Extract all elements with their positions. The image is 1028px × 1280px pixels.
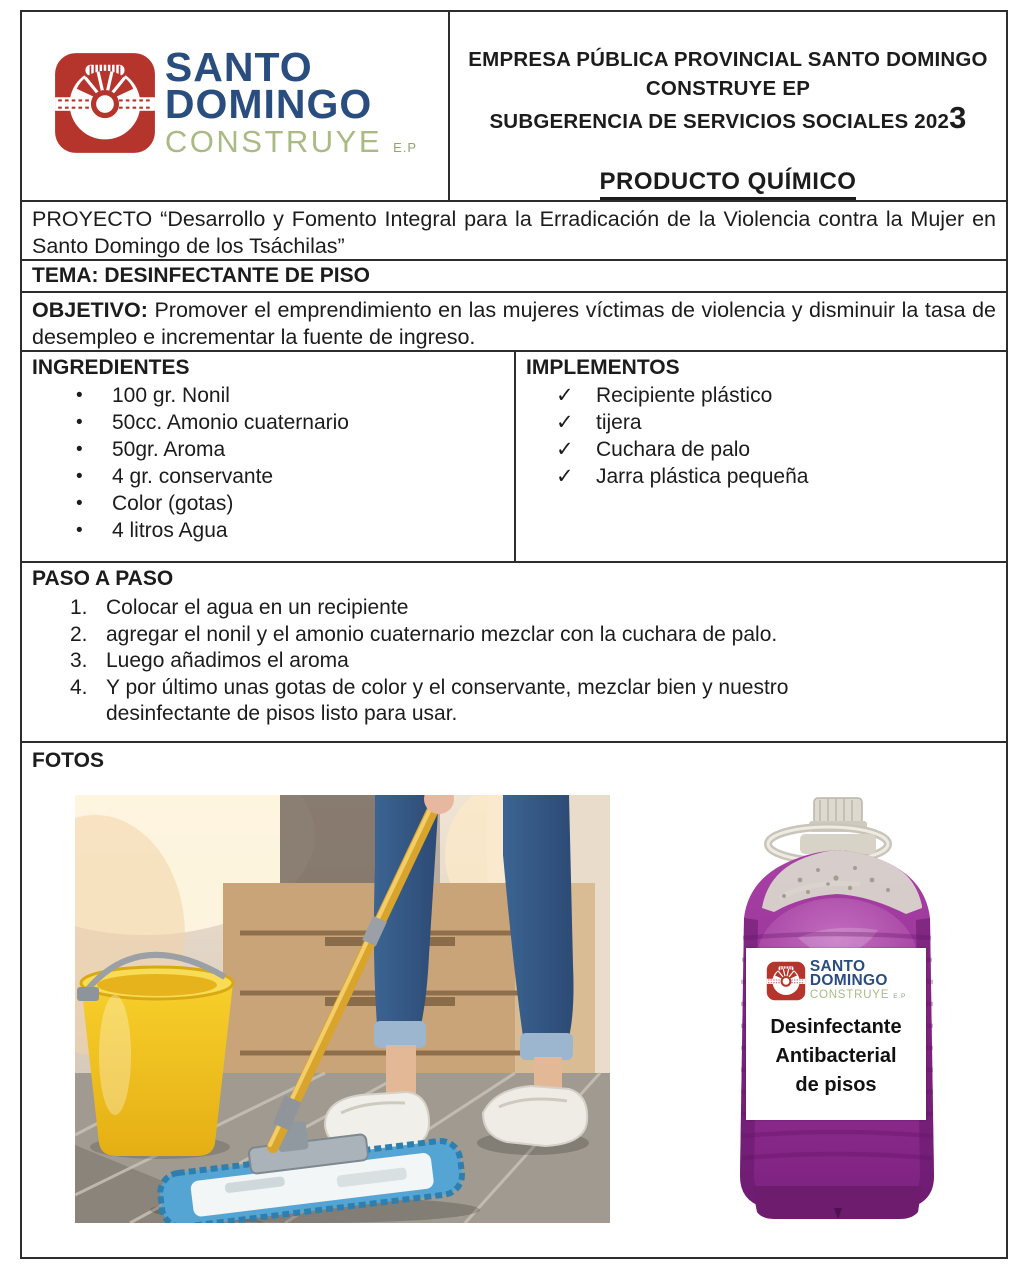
proyecto-row xyxy=(22,200,1006,259)
checkmark-icon: ✓ xyxy=(556,384,574,407)
objetivo-label: OBJETIVO: xyxy=(32,298,148,322)
proyecto-text: “Desarrollo y Fomento Integral para la Erradicación de la Violencia contra la Mujer en Santo Domingo de los Tsáchilas” xyxy=(32,207,996,258)
checkmark-icon: ✓ xyxy=(556,438,574,461)
document-title: PRODUCTO QUÍMICO xyxy=(600,168,857,200)
paso-a-paso-title: PASO A PASO xyxy=(32,567,174,590)
bullet-icon: • xyxy=(76,520,83,541)
disinfectant-bottle-photo xyxy=(710,788,962,1222)
logo-word-santo: SANTO xyxy=(164,44,313,91)
year-big-digit: 3 xyxy=(949,100,967,135)
steps-list xyxy=(32,595,996,728)
tema-row xyxy=(22,259,1006,291)
fotos-row xyxy=(22,741,1006,1243)
checkmark-icon: ✓ xyxy=(556,411,574,434)
logo-suffix-ep: E.P xyxy=(393,139,418,155)
ingredientes-cell xyxy=(22,352,516,561)
list-item: ✓ Jarra plástica pequeña xyxy=(526,463,1006,490)
objetivo-row xyxy=(22,291,1006,350)
bottle-label xyxy=(746,948,926,1120)
step-item: 1. Colocar el agua en un recipiente xyxy=(32,595,996,622)
ingredientes-title: INGREDIENTES xyxy=(32,356,190,379)
santo-domingo-logo xyxy=(53,44,418,159)
bullet-icon: • xyxy=(76,493,83,514)
step-item: 3. Luego añadimos el aroma xyxy=(32,648,996,675)
lists-row xyxy=(22,350,1006,561)
tema-label: TEMA: xyxy=(32,264,99,287)
bottle-label-logo xyxy=(746,960,926,1001)
list-item: ✓ tijera xyxy=(526,409,1006,436)
header-row xyxy=(22,12,1006,200)
implementos-list xyxy=(526,382,1006,490)
bullet-icon: • xyxy=(76,466,83,487)
logo-wordmark xyxy=(164,44,418,159)
step-number: 2. xyxy=(70,622,88,646)
org-name-line3: SUBGERENCIA DE SERVICIOS SOCIALES 2023 xyxy=(489,100,967,135)
step-number: 3. xyxy=(70,649,88,672)
list-item: • 50cc. Amonio cuaternario xyxy=(32,409,514,436)
fotos-title: FOTOS xyxy=(32,749,104,772)
step-number: 4. xyxy=(70,675,88,699)
santo-domingo-emblem-icon xyxy=(53,51,157,155)
list-item: ✓ Cuchara de palo xyxy=(526,436,1006,463)
bottle-label-logo-wordmark: SANTO DOMINGO CONSTRUYE E.P xyxy=(809,958,907,1001)
document-table xyxy=(20,10,1008,1259)
list-item: • 4 gr. conservante xyxy=(32,463,514,490)
implementos-title: IMPLEMENTOS xyxy=(526,356,680,379)
list-item: ✓ Recipiente plástico xyxy=(526,382,1006,409)
header-text-cell xyxy=(450,12,1006,200)
bullet-icon: • xyxy=(76,412,83,433)
proyecto-label: PROYECTO xyxy=(32,207,153,231)
paso-a-paso-row xyxy=(22,561,1006,741)
bottle-label-text: Desinfectante Antibacterial de pisos xyxy=(770,1016,902,1096)
list-item: • Color (gotas) xyxy=(32,490,514,517)
santo-domingo-emblem-icon xyxy=(766,961,806,1001)
list-item: • 50gr. Aroma xyxy=(32,436,514,463)
step-number: 1. xyxy=(70,596,88,619)
tema-text: DESINFECTANTE DE PISO xyxy=(104,264,370,287)
list-item: • 100 gr. Nonil xyxy=(32,382,514,409)
org-name-line1: EMPRESA PÚBLICA PROVINCIAL SANTO DOMINGO xyxy=(468,48,988,71)
logo-cell xyxy=(22,12,450,200)
checkmark-icon: ✓ xyxy=(556,465,574,488)
logo-word-construye: CONSTRUYE E.P xyxy=(164,123,418,159)
list-item: • 4 litros Agua xyxy=(32,517,514,544)
logo-word-domingo: DOMINGO xyxy=(164,81,373,127)
org-name-line2: CONSTRUYE EP xyxy=(645,77,811,100)
implementos-cell xyxy=(516,352,1006,561)
bullet-icon: • xyxy=(76,439,83,460)
step-item: 2. agregar el nonil y el amonio cuaternario mezclar con la cuchara de palo. xyxy=(32,622,996,649)
mopping-floor-illustration xyxy=(75,795,610,1223)
mopping-floor-photo xyxy=(75,795,610,1223)
step-item: 4. Y por último unas gotas de color y el conservante, mezclar bien y nuestro desinfectante de pisos listo para usar. xyxy=(32,675,996,728)
bullet-icon: • xyxy=(76,385,83,406)
objetivo-text: Promover el emprendimiento en las mujeres víctimas de violencia y disminuir la tasa de desempleo e incrementar la fuente de ingreso. xyxy=(32,298,996,349)
ingredientes-list xyxy=(32,382,514,544)
